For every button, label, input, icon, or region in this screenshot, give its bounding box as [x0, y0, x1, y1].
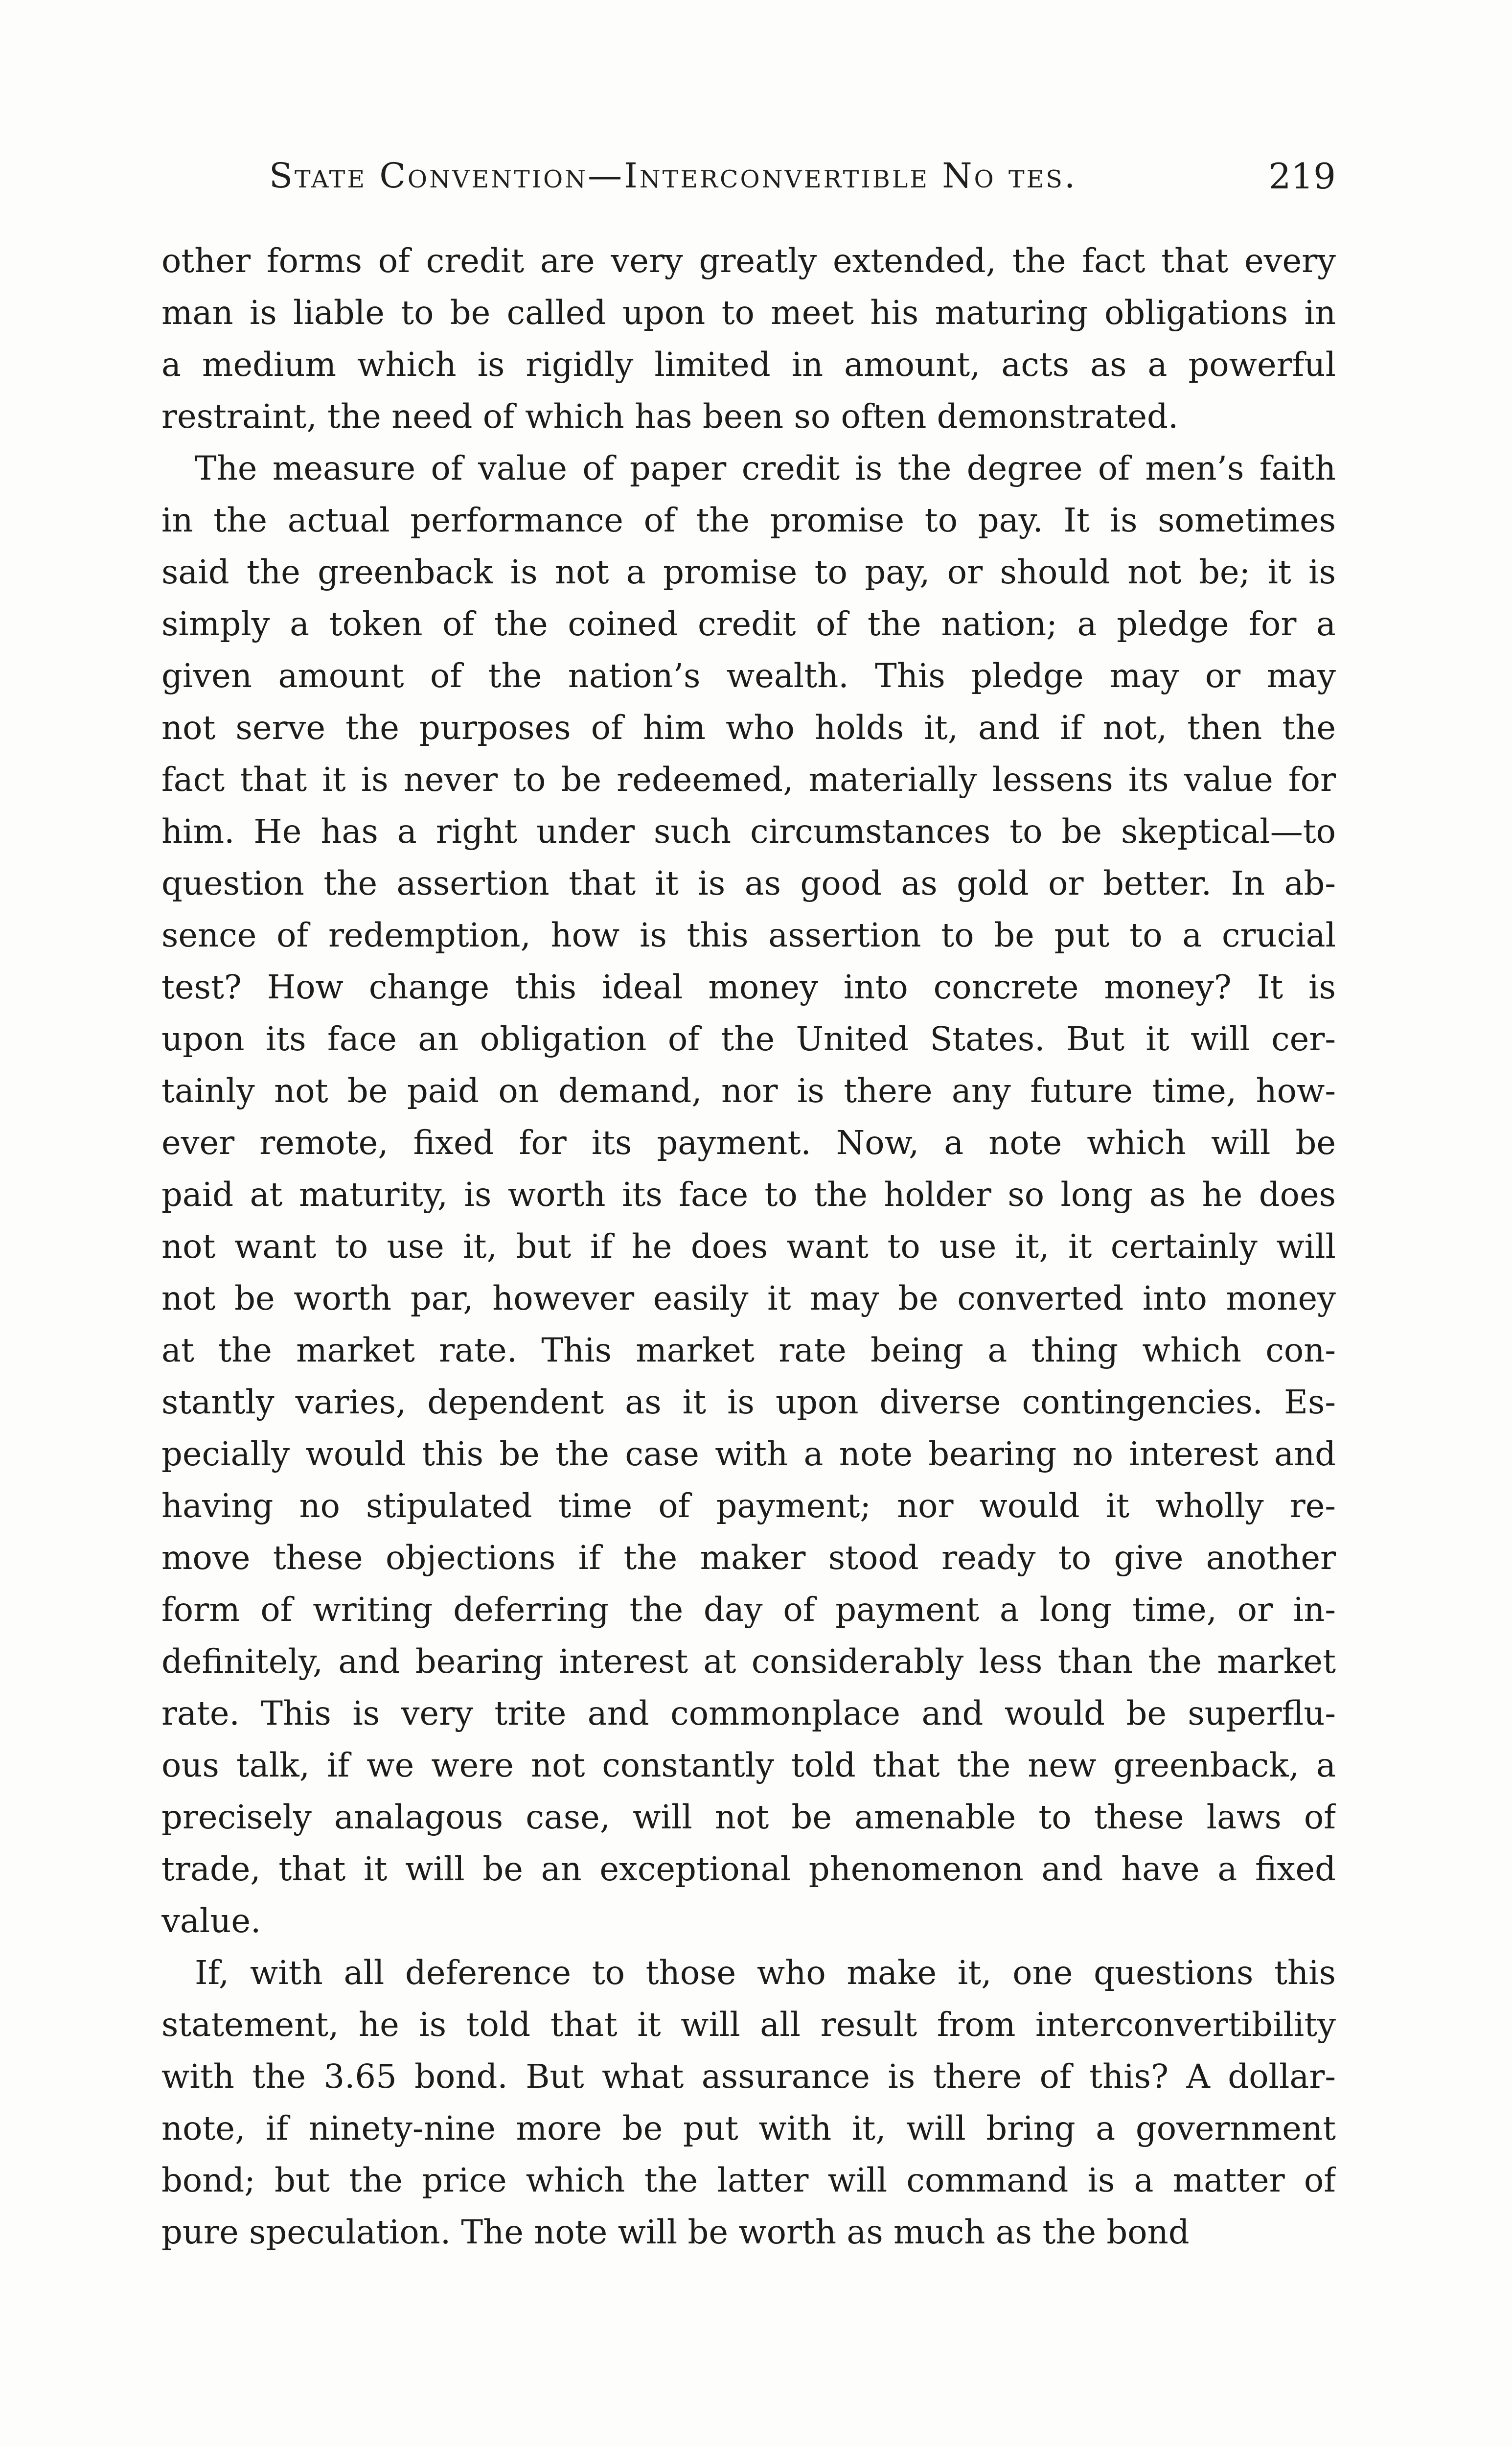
text-line: bond; but the price which the latter will command is a matter of [161, 2161, 1336, 2199]
text-line: ever remote, fixed for its payment. Now, a note which will be [161, 1124, 1336, 1162]
page-number: 219 [1268, 156, 1336, 197]
text-line: note, if ninety-nine more be put with it, will bring a government [161, 2109, 1336, 2147]
text-line: rate. This is very trite and commonplace and would be superflu- [161, 1694, 1336, 1732]
text-line: him. He has a right under such circumstances to be skeptical—to [161, 812, 1336, 851]
text-line: value. [161, 1902, 261, 1940]
text-line: a medium which is rigidly limited in amount, acts as a powerful [161, 346, 1336, 384]
text-line: definitely, and bearing interest at considerably less than the market [161, 1642, 1336, 1681]
text-line: statement, he is told that it will all result from interconvertibility [161, 2006, 1336, 2044]
body-text [161, 235, 1336, 2427]
running-head [161, 156, 1336, 219]
text-line: given amount of the nation’s wealth. This pledge may or may [161, 657, 1336, 695]
text-line: ous talk, if we were not constantly told that the new greenback, a [161, 1746, 1336, 1784]
text-line: with the 3.65 bond. But what assurance is there of this? A dollar- [161, 2057, 1336, 2096]
text-line: stantly varies, dependent as it is upon diverse contingencies. Es- [161, 1383, 1336, 1421]
text-line: If, with all deference to those who make it, one questions this [195, 1954, 1336, 1992]
text-line: pecially would this be the case with a note bearing no interest and [161, 1435, 1336, 1473]
running-title: State Convention—Interconvertible No tes. [269, 156, 1077, 196]
text-line: upon its face an obligation of the United States. But it will cer- [161, 1020, 1336, 1058]
text-line: sence of redemption, how is this assertion to be put to a crucial [161, 916, 1336, 954]
text-line: said the greenback is not a promise to pay, or should not be; it is [161, 553, 1336, 591]
text-line: paid at maturity, is worth its face to the holder so long as he does [161, 1176, 1336, 1214]
text-line: pure speculation. The note will be worth as much as the bond [161, 2213, 1190, 2251]
text-line: question the assertion that it is as good as gold or better. In ab- [161, 864, 1336, 902]
text-line: not serve the purposes of him who holds it, and if not, then the [161, 709, 1336, 747]
text-line: other forms of credit are very greatly extended, the fact that every [161, 242, 1336, 280]
text-line: having no stipulated time of payment; nor would it wholly re- [161, 1487, 1336, 1525]
text-line: test? How change this ideal money into concrete money? It is [161, 968, 1336, 1006]
text-line: at the market rate. This market rate being a thing which con- [161, 1331, 1336, 1369]
text-line: tainly not be paid on demand, nor is there any future time, how- [161, 1072, 1336, 1110]
text-line: The measure of value of paper credit is the degree of men’s faith [195, 449, 1336, 487]
text-line: form of writing deferring the day of payment a long time, or in- [161, 1591, 1336, 1629]
text-line: precisely analagous case, will not be amenable to these laws of [161, 1798, 1336, 1836]
text-line: move these objections if the maker stood ready to give another [161, 1539, 1336, 1577]
text-line: trade, that it will be an exceptional phenomenon and have a fixed [161, 1850, 1336, 1888]
text-line: in the actual performance of the promise to pay. It is sometimes [161, 501, 1336, 539]
text-line: not want to use it, but if he does want to use it, it certainly will [161, 1227, 1336, 1266]
text-line: restraint, the need of which has been so often demonstrated. [161, 397, 1179, 436]
text-line: not be worth par, however easily it may be converted into money [161, 1279, 1336, 1317]
text-line: fact that it is never to be redeemed, materially lessens its value for [161, 761, 1336, 799]
text-line: simply a token of the coined credit of the nation; a pledge for a [161, 605, 1336, 643]
text-line: man is liable to be called upon to meet his maturing obligations in [161, 294, 1336, 332]
